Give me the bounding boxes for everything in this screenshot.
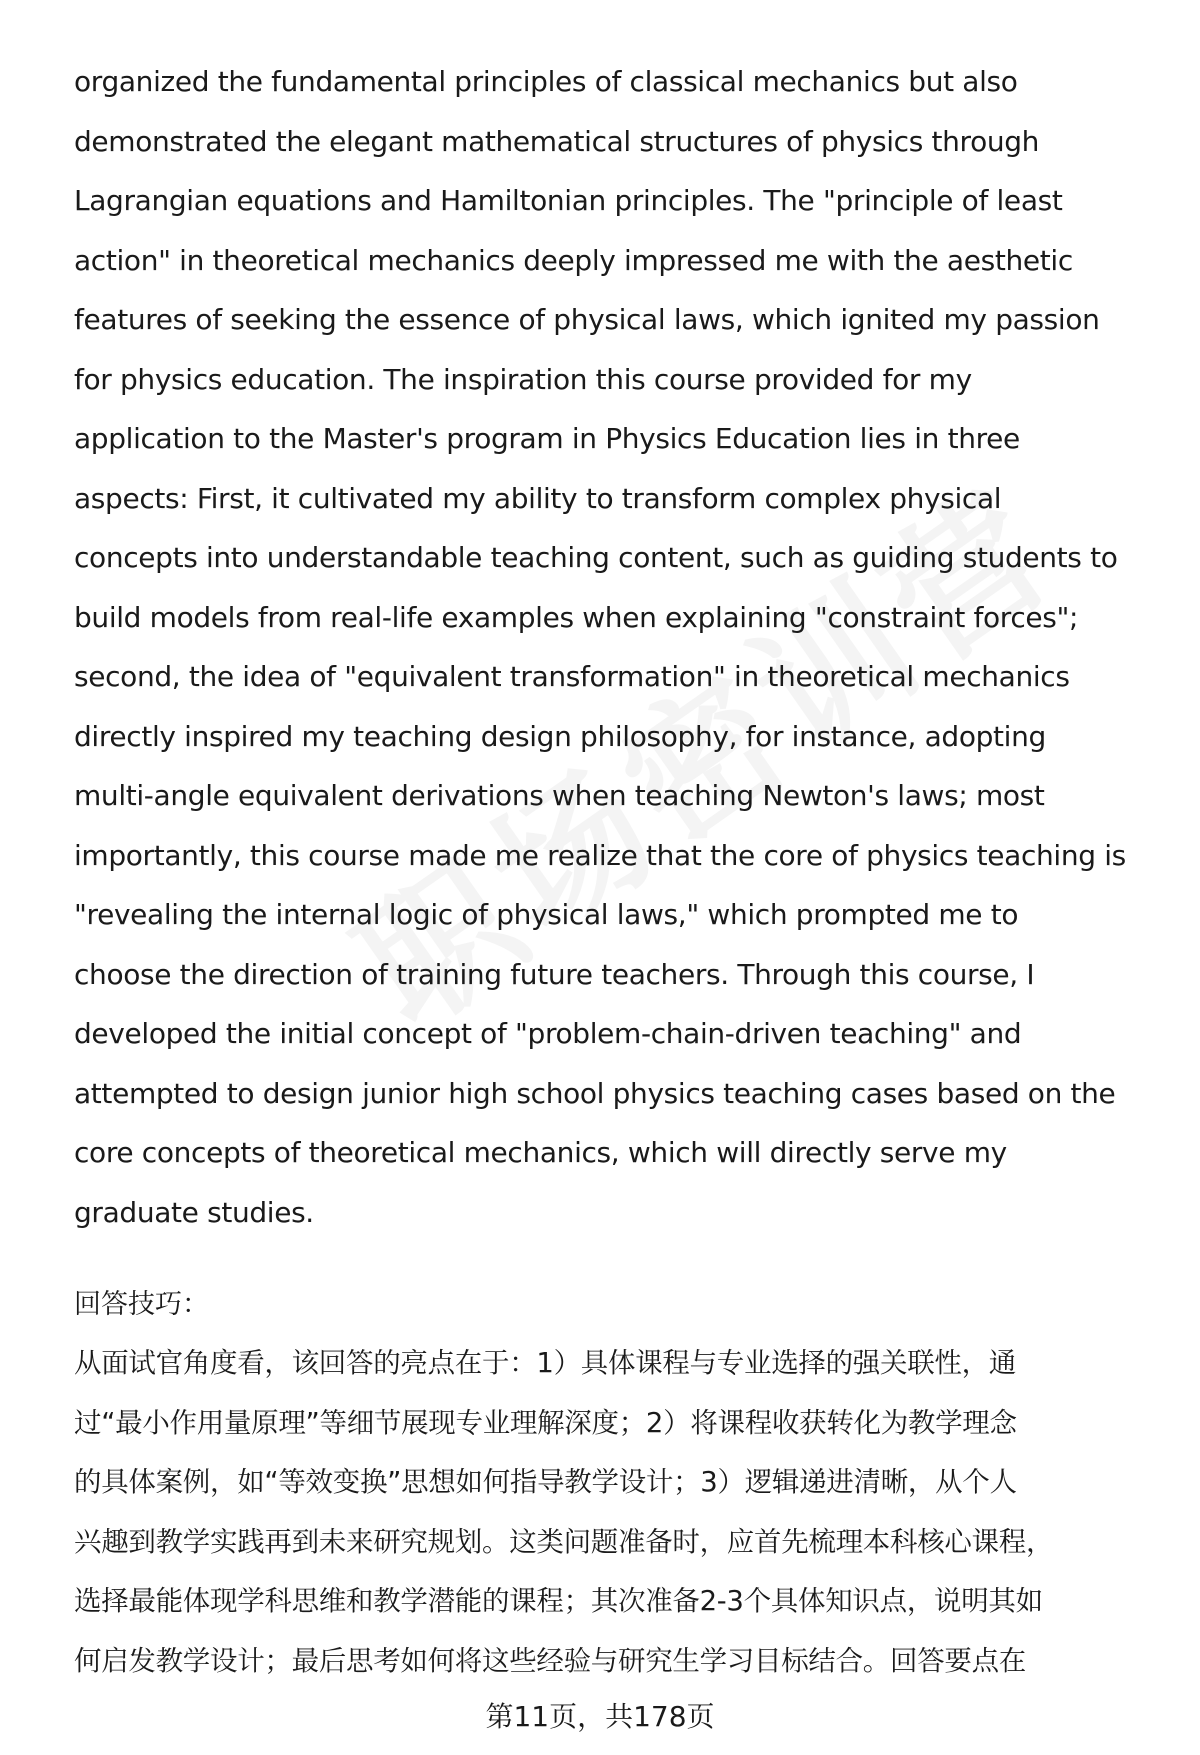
tips-line: 过“最小作用量原理”等细节展现专业理解深度；2）将课程收获转化为教学理念 [74, 1406, 1017, 1439]
paragraph-line: Lagrangian equations and Hamiltonian principles. The "principle of least [74, 184, 1063, 217]
paragraph-line: importantly, this course made me realize that the core of physics teaching is [74, 838, 1126, 872]
paragraph-line: graduate studies. [74, 1195, 314, 1229]
tips-line: 从面试官角度看，该回答的亮点在于：1）具体课程与专业选择的强关联性，通 [74, 1347, 1016, 1379]
answer-paragraph [74, 52, 1164, 1242]
paragraph-line: core concepts of theoretical mechanics, which will directly serve my [74, 1136, 1007, 1169]
paragraph-line: application to the Master's program in Physics Education lies in three [74, 422, 1020, 455]
page-number: 第11页，共178页 [485, 1700, 715, 1733]
tips-line: 何启发教学设计；最后思考如何将这些经验与研究生学习目标结合。回答要点在 [74, 1644, 1026, 1677]
paragraph-line: attempted to design junior high school physics teaching cases based on the [74, 1076, 1116, 1110]
paragraph-line: directly inspired my teaching design philosophy, for instance, adopting [74, 719, 1046, 753]
paragraph-line: second, the idea of "equivalent transformation" in theoretical mechanics [74, 660, 1070, 693]
paragraph-line: developed the initial concept of "problem-chain-driven teaching" and [74, 1017, 1022, 1050]
answer-tips-section [74, 1280, 1164, 1691]
paragraph-line: "revealing the internal logic of physical laws," which prompted me to [74, 898, 1019, 931]
paragraph-line: demonstrated the elegant mathematical structures of physics through [74, 124, 1040, 158]
paragraph-line: concepts into understandable teaching content, such as guiding students to [74, 541, 1118, 574]
tips-heading: 回答技巧： [74, 1289, 209, 1320]
tips-line: 兴趣到教学实践再到未来研究规划。这类问题准备时，应首先梳理本科核心课程， [74, 1525, 1054, 1558]
tips-line: 选择最能体现学科思维和教学潜能的课程；其次准备2-3个具体知识点，说明其如 [74, 1585, 1043, 1617]
paragraph-line: multi-angle equivalent derivations when teaching Newton's laws; most [74, 779, 1045, 812]
paragraph-line: choose the direction of training future teachers. Through this course, I [74, 957, 1035, 991]
paragraph-line: organized the fundamental principles of classical mechanics but also [74, 65, 1018, 98]
paragraph-line: build models from real-life examples when explaining "constraint forces"; [74, 600, 1079, 634]
paragraph-line: features of seeking the essence of physical laws, which ignited my passion [74, 303, 1100, 336]
paragraph-line: action" in theoretical mechanics deeply impressed me with the aesthetic [74, 243, 1073, 277]
tips-line: 的具体案例，如“等效变换”思想如何指导教学设计；3）逻辑递进清晰，从个人 [74, 1466, 1017, 1498]
paragraph-line: aspects: First, it cultivated my ability to transform complex physical [74, 481, 1002, 515]
paragraph-line: for physics education. The inspiration this course provided for my [74, 362, 972, 396]
